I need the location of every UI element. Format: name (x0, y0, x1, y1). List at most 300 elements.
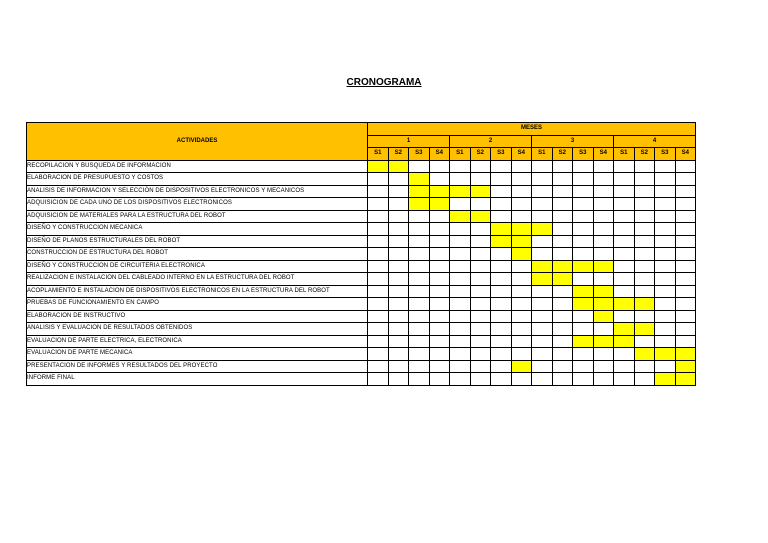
week-cell (614, 335, 635, 348)
week-cell (409, 173, 430, 186)
table-row (27, 323, 696, 336)
week-cell (388, 173, 409, 186)
week-cell (573, 160, 594, 173)
table-row (27, 235, 696, 248)
week-cell (409, 360, 430, 373)
week-cell (429, 360, 450, 373)
week-cell (614, 360, 635, 373)
week-cell (368, 323, 389, 336)
table-row (27, 160, 696, 173)
week-cell (634, 310, 655, 323)
week-cell (634, 248, 655, 261)
week-cell (552, 185, 573, 198)
table-row (27, 260, 696, 273)
week-cell (655, 223, 676, 236)
week-cell (614, 373, 635, 386)
week-cell (429, 173, 450, 186)
week-cell (593, 285, 614, 298)
week-header-m3-s4: S4 (593, 148, 614, 161)
week-cell (470, 235, 491, 248)
week-cell (409, 373, 430, 386)
week-cell (450, 298, 471, 311)
week-cell (429, 285, 450, 298)
week-cell (470, 260, 491, 273)
week-cell (552, 273, 573, 286)
activity-label: DISEÑO Y CONSTRUCCION DE CIRCUITERIA ELECTRONICA (27, 260, 368, 273)
week-cell (511, 298, 532, 311)
week-header-m1-s1: S1 (368, 148, 389, 161)
week-cell (675, 360, 696, 373)
week-cell (491, 185, 512, 198)
week-cell (409, 235, 430, 248)
week-cell (532, 223, 553, 236)
week-cell (573, 260, 594, 273)
week-cell (634, 373, 655, 386)
week-cell (368, 360, 389, 373)
week-cell (450, 198, 471, 211)
week-cell (573, 360, 594, 373)
week-cell (552, 298, 573, 311)
week-cell (675, 298, 696, 311)
week-cell (388, 298, 409, 311)
week-cell (614, 248, 635, 261)
week-cell (470, 160, 491, 173)
week-cell (491, 360, 512, 373)
week-cell (593, 373, 614, 386)
week-cell (593, 248, 614, 261)
week-cell (634, 173, 655, 186)
week-cell (573, 348, 594, 361)
week-cell (675, 335, 696, 348)
week-cell (429, 323, 450, 336)
week-cell (634, 198, 655, 211)
table-row (27, 360, 696, 373)
schedule-table (26, 122, 696, 386)
week-cell (368, 298, 389, 311)
activity-label: PRUEBAS DE FUNCIONAMIENTO EN CAMPO (27, 298, 368, 311)
week-header-m2-s2: S2 (470, 148, 491, 161)
week-cell (675, 323, 696, 336)
table-row (27, 335, 696, 348)
week-cell (409, 285, 430, 298)
week-cell (429, 298, 450, 311)
week-cell (634, 185, 655, 198)
week-cell (614, 235, 635, 248)
table-row (27, 273, 696, 286)
week-cell (491, 223, 512, 236)
week-cell (491, 198, 512, 211)
week-cell (552, 348, 573, 361)
week-cell (552, 173, 573, 186)
week-cell (511, 335, 532, 348)
week-header-m3-s2: S2 (552, 148, 573, 161)
week-cell (634, 210, 655, 223)
week-cell (552, 160, 573, 173)
week-cell (614, 348, 635, 361)
week-cell (655, 210, 676, 223)
table-row (27, 210, 696, 223)
week-cell (409, 335, 430, 348)
week-cell (655, 373, 676, 386)
week-cell (532, 210, 553, 223)
week-cell (429, 185, 450, 198)
week-cell (573, 310, 594, 323)
week-cell (368, 335, 389, 348)
week-cell (511, 285, 532, 298)
week-cell (532, 348, 553, 361)
week-cell (429, 373, 450, 386)
week-cell (450, 260, 471, 273)
week-cell (532, 198, 553, 211)
week-cell (614, 273, 635, 286)
week-cell (491, 323, 512, 336)
week-cell (614, 198, 635, 211)
week-cell (409, 298, 430, 311)
week-cell (552, 248, 573, 261)
week-header-m1-s3: S3 (409, 148, 430, 161)
week-cell (573, 173, 594, 186)
week-cell (675, 223, 696, 236)
table-row (27, 373, 696, 386)
week-cell (593, 348, 614, 361)
week-cell (532, 323, 553, 336)
week-cell (450, 360, 471, 373)
week-cell (470, 373, 491, 386)
week-cell (593, 160, 614, 173)
table-row (27, 285, 696, 298)
week-cell (573, 210, 594, 223)
week-cell (655, 160, 676, 173)
week-cell (634, 298, 655, 311)
week-cell (368, 273, 389, 286)
week-cell (573, 335, 594, 348)
month-1-header: 1 (368, 135, 450, 148)
week-cell (470, 360, 491, 373)
week-cell (532, 360, 553, 373)
week-cell (655, 348, 676, 361)
week-cell (552, 323, 573, 336)
week-cell (388, 323, 409, 336)
week-cell (675, 348, 696, 361)
week-cell (511, 323, 532, 336)
activity-label: INFORME FINAL (27, 373, 368, 386)
week-cell (470, 335, 491, 348)
week-cell (655, 285, 676, 298)
week-cell (470, 273, 491, 286)
week-cell (511, 210, 532, 223)
week-cell (511, 348, 532, 361)
week-cell (388, 248, 409, 261)
week-cell (470, 348, 491, 361)
week-cell (368, 210, 389, 223)
week-cell (614, 210, 635, 223)
week-cell (429, 198, 450, 211)
activity-label: DISEÑO Y CONSTRUCCION MECANICA (27, 223, 368, 236)
week-cell (388, 373, 409, 386)
week-header-m2-s1: S1 (450, 148, 471, 161)
week-cell (634, 285, 655, 298)
week-cell (450, 185, 471, 198)
activity-label: RECOPILACION Y BUSQUEDA DE INFORMACION (27, 160, 368, 173)
week-cell (532, 160, 553, 173)
week-cell (470, 248, 491, 261)
week-cell (655, 323, 676, 336)
week-cell (409, 198, 430, 211)
week-cell (450, 248, 471, 261)
activity-label: ANALISIS DE INFORMACION Y SELECCIÓN DE DISPOSITIVOS ELECTRONICOS Y MECANICOS (27, 185, 368, 198)
week-cell (511, 173, 532, 186)
week-header-m2-s4: S4 (511, 148, 532, 161)
week-cell (593, 223, 614, 236)
week-cell (409, 185, 430, 198)
week-cell (573, 223, 594, 236)
table-row (27, 185, 696, 198)
week-cell (511, 273, 532, 286)
week-cell (409, 210, 430, 223)
week-cell (511, 160, 532, 173)
week-header-m2-s3: S3 (491, 148, 512, 161)
week-cell (655, 335, 676, 348)
week-cell (593, 235, 614, 248)
week-cell (368, 260, 389, 273)
week-cell (450, 210, 471, 223)
week-cell (655, 273, 676, 286)
week-cell (552, 360, 573, 373)
week-cell (491, 248, 512, 261)
week-cell (593, 173, 614, 186)
week-cell (388, 348, 409, 361)
week-header-m4-s4: S4 (675, 148, 696, 161)
week-cell (491, 285, 512, 298)
week-cell (368, 223, 389, 236)
week-cell (552, 198, 573, 211)
week-cell (532, 273, 553, 286)
week-cell (675, 173, 696, 186)
week-cell (409, 223, 430, 236)
week-cell (614, 160, 635, 173)
table-row (27, 248, 696, 261)
week-cell (450, 310, 471, 323)
week-cell (532, 173, 553, 186)
week-cell (388, 335, 409, 348)
week-cell (429, 260, 450, 273)
week-cell (552, 335, 573, 348)
week-cell (491, 298, 512, 311)
table-row (27, 198, 696, 211)
activities-body (27, 160, 696, 385)
week-header-m1-s2: S2 (388, 148, 409, 161)
week-cell (675, 210, 696, 223)
week-cell (655, 360, 676, 373)
week-cell (470, 298, 491, 311)
activity-label: ADQUISICION DE CADA UNO DE LOS DISPOSITIVOS ELECTRONICOS (27, 198, 368, 211)
week-cell (429, 335, 450, 348)
week-cell (450, 160, 471, 173)
week-cell (491, 335, 512, 348)
week-cell (614, 260, 635, 273)
week-cell (368, 173, 389, 186)
week-cell (573, 373, 594, 386)
activity-label: ANALISIS Y EVALUACION DE RESULTADOS OBTENIDOS (27, 323, 368, 336)
week-cell (532, 335, 553, 348)
week-cell (573, 323, 594, 336)
week-cell (470, 285, 491, 298)
week-cell (368, 310, 389, 323)
week-cell (614, 223, 635, 236)
week-cell (450, 373, 471, 386)
week-header-m4-s2: S2 (634, 148, 655, 161)
week-cell (573, 298, 594, 311)
week-cell (491, 260, 512, 273)
week-cell (552, 210, 573, 223)
week-cell (634, 348, 655, 361)
week-cell (532, 373, 553, 386)
week-cell (552, 373, 573, 386)
week-cell (573, 185, 594, 198)
week-cell (614, 185, 635, 198)
week-cell (368, 235, 389, 248)
week-cell (388, 223, 409, 236)
week-cell (470, 173, 491, 186)
week-cell (655, 198, 676, 211)
week-cell (634, 235, 655, 248)
week-cell (470, 198, 491, 211)
week-cell (388, 285, 409, 298)
week-cell (470, 223, 491, 236)
week-cell (675, 160, 696, 173)
week-cell (573, 273, 594, 286)
table-row (27, 310, 696, 323)
table-row (27, 173, 696, 186)
week-header-m3-s3: S3 (573, 148, 594, 161)
week-cell (470, 210, 491, 223)
week-header-m4-s1: S1 (614, 148, 635, 161)
week-cell (450, 335, 471, 348)
activity-label: CONSTRUCCION DE ESTRUCTURA DEL ROBOT (27, 248, 368, 261)
months-header: MESES (368, 123, 696, 136)
week-cell (409, 273, 430, 286)
week-cell (532, 248, 553, 261)
week-cell (429, 223, 450, 236)
week-cell (491, 373, 512, 386)
week-cell (532, 235, 553, 248)
week-cell (614, 298, 635, 311)
week-cell (409, 260, 430, 273)
activity-label: DISEÑO DE PLANOS ESTRUCTURALES DEL ROBOT (27, 235, 368, 248)
week-cell (429, 310, 450, 323)
week-cell (368, 248, 389, 261)
week-cell (655, 185, 676, 198)
week-cell (675, 260, 696, 273)
activity-label: ADQUISICION DE MATERIALES PARA LA ESTRUCTURA DEL ROBOT (27, 210, 368, 223)
activity-label: ELABORACION DE INSTRUCTIVO (27, 310, 368, 323)
week-cell (409, 248, 430, 261)
week-cell (532, 185, 553, 198)
week-cell (593, 198, 614, 211)
month-4-header: 4 (614, 135, 696, 148)
week-cell (552, 223, 573, 236)
week-cell (593, 273, 614, 286)
week-cell (675, 185, 696, 198)
week-cell (655, 173, 676, 186)
week-cell (511, 248, 532, 261)
week-header-m3-s1: S1 (532, 148, 553, 161)
week-header-m4-s3: S3 (655, 148, 676, 161)
week-cell (409, 310, 430, 323)
week-cell (511, 235, 532, 248)
activity-label: ACOPLAMIENTO E INSTALACION DE DISPOSITIVOS ELECTRONICOS EN LA ESTRUCTURA DEL ROBOT (27, 285, 368, 298)
week-cell (409, 348, 430, 361)
week-cell (388, 260, 409, 273)
week-cell (614, 285, 635, 298)
week-cell (388, 185, 409, 198)
table-row (27, 348, 696, 361)
week-cell (634, 260, 655, 273)
week-cell (511, 310, 532, 323)
week-cell (532, 260, 553, 273)
week-cell (573, 235, 594, 248)
week-cell (675, 235, 696, 248)
week-cell (450, 285, 471, 298)
week-cell (634, 223, 655, 236)
week-cell (552, 285, 573, 298)
activities-header: ACTIVIDADES (27, 123, 368, 161)
week-cell (675, 273, 696, 286)
week-cell (593, 335, 614, 348)
week-cell (634, 335, 655, 348)
week-cell (368, 185, 389, 198)
week-cell (388, 310, 409, 323)
week-cell (552, 260, 573, 273)
week-cell (614, 310, 635, 323)
week-cell (368, 348, 389, 361)
week-cell (552, 310, 573, 323)
week-cell (450, 235, 471, 248)
week-cell (511, 198, 532, 211)
week-cell (409, 160, 430, 173)
month-3-header: 3 (532, 135, 614, 148)
activity-label: EVALUACION DE PARTE MECANICA (27, 348, 368, 361)
week-cell (491, 173, 512, 186)
week-cell (388, 273, 409, 286)
week-cell (593, 185, 614, 198)
week-cell (511, 360, 532, 373)
table-row (27, 223, 696, 236)
week-cell (634, 323, 655, 336)
week-cell (450, 273, 471, 286)
week-cell (573, 285, 594, 298)
week-cell (409, 323, 430, 336)
week-cell (429, 235, 450, 248)
week-cell (368, 198, 389, 211)
week-cell (655, 310, 676, 323)
week-cell (593, 260, 614, 273)
week-cell (470, 310, 491, 323)
week-cell (368, 285, 389, 298)
week-cell (593, 323, 614, 336)
activity-label: EVALUACION DE PARTE ELECTRICA, ELECTRONICA (27, 335, 368, 348)
week-cell (511, 223, 532, 236)
week-cell (470, 185, 491, 198)
activity-label: REALIZACION E INSTALACION DEL CABLEADO INTERNO EN LA ESTRUCTURA DEL ROBOT (27, 273, 368, 286)
week-cell (614, 323, 635, 336)
week-cell (675, 310, 696, 323)
week-cell (491, 310, 512, 323)
week-cell (593, 298, 614, 311)
week-cell (634, 360, 655, 373)
week-cell (388, 235, 409, 248)
week-cell (491, 273, 512, 286)
